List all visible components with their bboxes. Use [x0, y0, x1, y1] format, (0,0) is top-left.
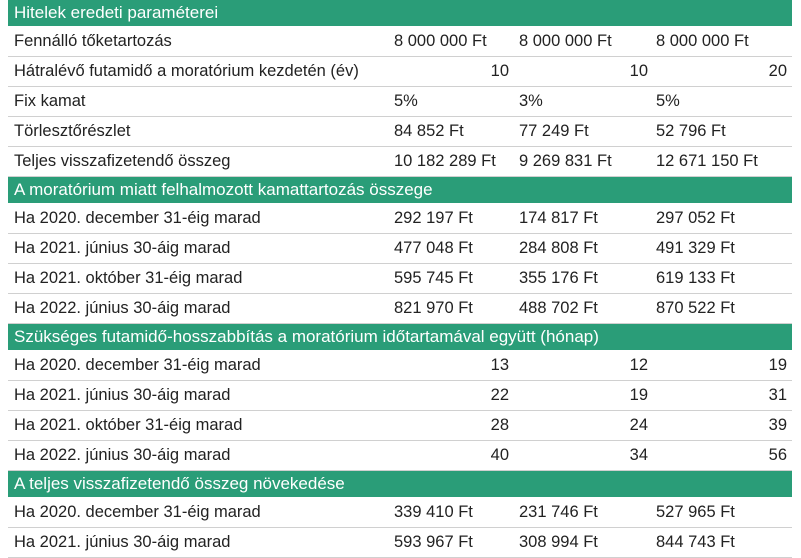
table-row	[8, 87, 792, 117]
table-cell: 12	[629, 356, 648, 374]
table-cell: 527 965 Ft	[656, 503, 735, 521]
table-cell: 20	[768, 62, 787, 80]
table-row	[8, 294, 792, 324]
table-cell: 292 197 Ft	[394, 209, 473, 227]
row-label: Ha 2021. június 30-áig marad	[14, 386, 231, 404]
table-cell: 8 000 000 Ft	[656, 32, 749, 50]
table-cell: 844 743 Ft	[656, 533, 735, 551]
table-cell: 10	[490, 62, 509, 80]
table-cell: 22	[490, 386, 509, 404]
row-label: Ha 2020. december 31-éig marad	[14, 209, 261, 227]
table-cell: 284 808 Ft	[519, 239, 598, 257]
row-label: Fennálló tőketartozás	[14, 32, 172, 50]
table-cell: 28	[490, 416, 509, 434]
table-row	[8, 411, 792, 441]
table-cell: 39	[768, 416, 787, 434]
table-cell: 10	[629, 62, 648, 80]
table-row	[8, 264, 792, 294]
row-label: Fix kamat	[14, 92, 86, 110]
row-label: Ha 2022. június 30-áig marad	[14, 446, 231, 464]
table-cell: 821 970 Ft	[394, 299, 473, 317]
row-label: Teljes visszafizetendő összeg	[14, 152, 231, 170]
table-cell: 8 000 000 Ft	[519, 32, 612, 50]
table-cell: 13	[490, 356, 509, 374]
table-cell: 31	[768, 386, 787, 404]
table-cell: 231 746 Ft	[519, 503, 598, 521]
table-row	[8, 204, 792, 234]
row-label: Ha 2020. december 31-éig marad	[14, 503, 261, 521]
table-cell: 5%	[394, 92, 418, 110]
row-label: Törlesztőrészlet	[14, 122, 131, 140]
table-cell: 84 852 Ft	[394, 122, 464, 140]
table-cell: 595 745 Ft	[394, 269, 473, 287]
table-cell: 619 133 Ft	[656, 269, 735, 287]
table-row	[8, 27, 792, 57]
row-label: Ha 2021. október 31-éig marad	[14, 269, 243, 287]
loan-moratorium-table	[8, 0, 792, 558]
table-row	[8, 381, 792, 411]
table-cell: 174 817 Ft	[519, 209, 598, 227]
table-row	[8, 147, 792, 177]
table-row	[8, 441, 792, 471]
section-header: A moratórium miatt felhalmozott kamattartozás összege	[8, 177, 792, 204]
table-row	[8, 117, 792, 147]
row-label: Ha 2020. december 31-éig marad	[14, 356, 261, 374]
row-label: Ha 2022. június 30-áig marad	[14, 299, 231, 317]
table-cell: 24	[629, 416, 648, 434]
table-cell: 593 967 Ft	[394, 533, 473, 551]
table-row	[8, 498, 792, 528]
table-cell: 56	[768, 446, 787, 464]
table-cell: 355 176 Ft	[519, 269, 598, 287]
table-cell: 34	[629, 446, 648, 464]
table-cell: 488 702 Ft	[519, 299, 598, 317]
table-cell: 19	[629, 386, 648, 404]
table-cell: 52 796 Ft	[656, 122, 726, 140]
table-cell: 3%	[519, 92, 543, 110]
table-cell: 339 410 Ft	[394, 503, 473, 521]
row-label: Ha 2021. június 30-áig marad	[14, 533, 231, 551]
table-row	[8, 528, 792, 558]
row-label: Ha 2021. október 31-éig marad	[14, 416, 243, 434]
table-row	[8, 57, 792, 87]
section-header: A teljes visszafizetendő összeg növekedése	[8, 471, 792, 498]
table-cell: 9 269 831 Ft	[519, 152, 612, 170]
table-cell: 19	[768, 356, 787, 374]
table-cell: 8 000 000 Ft	[394, 32, 487, 50]
table-cell: 477 048 Ft	[394, 239, 473, 257]
section-header: Hitelek eredeti paraméterei	[8, 0, 792, 27]
table-cell: 297 052 Ft	[656, 209, 735, 227]
table-cell: 40	[490, 446, 509, 464]
row-label: Ha 2021. június 30-áig marad	[14, 239, 231, 257]
row-label: Hátralévő futamidő a moratórium kezdetén (év)	[14, 62, 359, 80]
table-cell: 5%	[656, 92, 680, 110]
table-cell: 491 329 Ft	[656, 239, 735, 257]
table-row	[8, 351, 792, 381]
table-cell: 12 671 150 Ft	[656, 152, 758, 170]
table-cell: 10 182 289 Ft	[394, 152, 496, 170]
section-header: Szükséges futamidő-hosszabbítás a moratórium időtartamával együtt (hónap)	[8, 324, 792, 351]
table-row	[8, 234, 792, 264]
table-cell: 77 249 Ft	[519, 122, 589, 140]
table-cell: 308 994 Ft	[519, 533, 598, 551]
table-cell: 870 522 Ft	[656, 299, 735, 317]
